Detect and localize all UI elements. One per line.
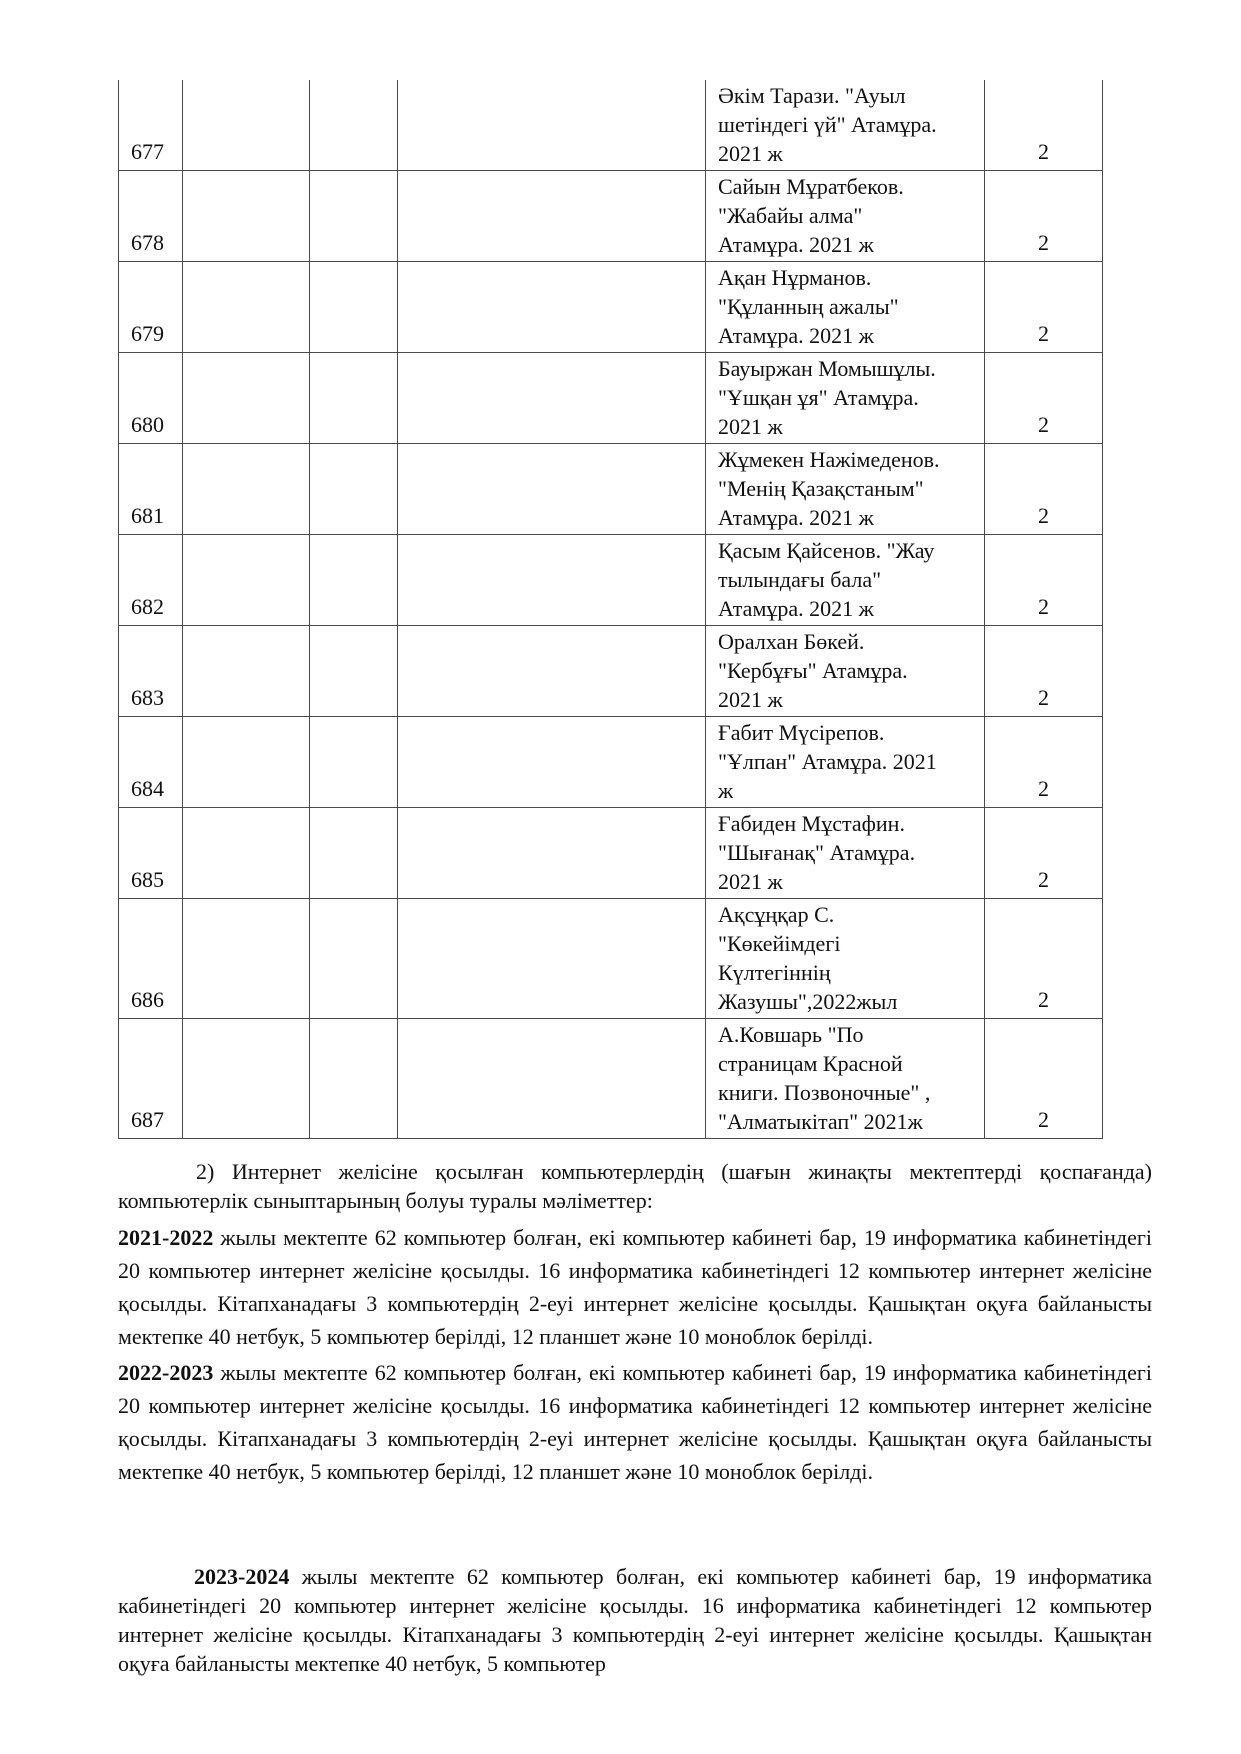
empty-cell — [183, 717, 310, 808]
intro-paragraph: 2) Интернет желісіне қосылған компьютерлердің (шағын жинақты мектептерді қоспағанда) компьютерлік сыныптарының болуы туралы мәліметтер: — [118, 1159, 1152, 1213]
empty-cell — [310, 80, 398, 171]
book-title-line: Күлтегіннің — [718, 960, 831, 985]
empty-cell — [398, 808, 706, 899]
table-row — [119, 626, 1103, 717]
table-row — [119, 262, 1103, 353]
empty-cell — [183, 262, 310, 353]
book-title-line: "Шығанақ" Атамұра. — [718, 840, 916, 865]
paragraph-2021-2022-body: жылы мектепте 62 компьютер болған, екі компьютер кабинеті бар, 19 информатика кабинетіндегі 20 компьютер интернет желісіне қосылды. 16 информатика кабинетіндегі 12 компьютер интернет желісіне қосылды. Кітапханадағы 3 компьютердің 2-еуі интернет желісіне қосылды. Қашықтан оқуға байланысты мектепке 40 нетбук, 5 компьютер берілді, 12 планшет және 10 моноблок берілді. — [118, 1225, 1152, 1349]
book-title-line: книги. Позвоночные" , — [718, 1080, 931, 1105]
book-title-line: "Құланның ажалы" — [718, 294, 899, 319]
empty-cell — [310, 1019, 398, 1139]
book-title-line: Оралхан Бөкей. — [718, 629, 865, 654]
quantity-cell: 2 — [985, 262, 1103, 353]
empty-cell — [310, 171, 398, 262]
empty-cell — [183, 899, 310, 1019]
quantity-cell: 2 — [985, 717, 1103, 808]
empty-cell — [183, 535, 310, 626]
table-row — [119, 808, 1103, 899]
book-title-cell — [706, 626, 985, 717]
year-2022-2023: 2022-2023 — [118, 1360, 214, 1385]
book-title-cell — [706, 899, 985, 1019]
empty-cell — [310, 535, 398, 626]
stats-paragraphs — [118, 1218, 1152, 1488]
book-title-cell — [706, 353, 985, 444]
paragraph-2022-2023 — [118, 1356, 1152, 1488]
table-row — [119, 535, 1103, 626]
book-title-line: "Менің Қазақстаным" — [718, 476, 924, 501]
book-title-line: 2021 ж — [718, 141, 783, 166]
empty-cell — [183, 353, 310, 444]
book-title-cell — [706, 1019, 985, 1139]
paragraph-2023-2024 — [118, 1562, 1152, 1678]
books-table — [118, 80, 1103, 1139]
book-title-line: 2021 ж — [718, 687, 783, 712]
row-number-cell: 681 — [119, 444, 183, 535]
empty-cell — [183, 1019, 310, 1139]
empty-cell — [183, 626, 310, 717]
book-title-line: Әкім Тарази. "Ауыл — [718, 83, 906, 108]
year-2023-2024: 2023-2024 — [194, 1564, 290, 1589]
book-title-line: 2021 ж — [718, 414, 783, 439]
quantity-cell: 2 — [985, 353, 1103, 444]
quantity-cell: 2 — [985, 808, 1103, 899]
empty-cell — [398, 535, 706, 626]
book-title-cell — [706, 262, 985, 353]
empty-cell — [183, 444, 310, 535]
empty-cell — [398, 353, 706, 444]
empty-cell — [183, 171, 310, 262]
paragraph-2021-2022 — [118, 1221, 1152, 1353]
quantity-cell: 2 — [985, 1019, 1103, 1139]
book-title-line: Ақан Нұрманов. — [718, 265, 872, 290]
book-title-cell — [706, 535, 985, 626]
quantity-cell: 2 — [985, 626, 1103, 717]
empty-cell — [310, 626, 398, 717]
book-title-line: Атамұра. 2021 ж — [718, 323, 874, 348]
book-title-line: Атамұра. 2021 ж — [718, 596, 874, 621]
book-title-line: тылындағы бала" — [718, 567, 882, 592]
empty-cell — [310, 262, 398, 353]
book-title-line: ж — [718, 778, 734, 803]
quantity-cell: 2 — [985, 899, 1103, 1019]
row-number-cell: 680 — [119, 353, 183, 444]
empty-cell — [398, 626, 706, 717]
book-title-line: "Ұшқан ұя" Атамұра. — [718, 385, 919, 410]
book-title-cell — [706, 171, 985, 262]
book-title-cell — [706, 808, 985, 899]
table-row — [119, 717, 1103, 808]
empty-cell — [310, 353, 398, 444]
empty-cell — [398, 899, 706, 1019]
row-number-cell: 683 — [119, 626, 183, 717]
empty-cell — [310, 899, 398, 1019]
book-title-cell — [706, 80, 985, 171]
book-title-line: "Кербұғы" Атамұра. — [718, 658, 908, 683]
book-title-line: Жұмекен Нажімеденов. — [718, 447, 940, 472]
book-title-line: Ғабиден Мұстафин. — [718, 811, 905, 836]
year-2021-2022: 2021-2022 — [118, 1225, 214, 1250]
book-title-line: Ғабит Мүсірепов. — [718, 720, 885, 745]
book-title-line: "Көкейімдегі — [718, 931, 841, 956]
row-number-cell: 682 — [119, 535, 183, 626]
empty-cell — [310, 444, 398, 535]
book-title-line: страницам Красной — [718, 1051, 903, 1076]
book-title-line: А.Ковшарь "По — [718, 1022, 864, 1047]
quantity-cell: 2 — [985, 535, 1103, 626]
book-title-line: шетіндегі үй" Атамұра. — [718, 112, 937, 137]
book-title-line: "Ұлпан" Атамұра. 2021 — [718, 749, 937, 774]
empty-cell — [398, 1019, 706, 1139]
empty-cell — [398, 717, 706, 808]
paragraph-2023-2024-body: жылы мектепте 62 компьютер болған, екі компьютер кабинеті бар, 19 информатика кабинетіндегі 20 компьютер интернет желісіне қосылды. 16 информатика кабинетіндегі 12 компьютер интернет желісіне қосылды. Кітапханадағы 3 компьютердің 2-еуі интернет желісіне қосылды. Қашықтан оқуға байланысты мектепке 40 нетбук, 5 компьютер — [118, 1564, 1152, 1676]
row-number-cell: 679 — [119, 262, 183, 353]
row-number-cell: 684 — [119, 717, 183, 808]
empty-cell — [398, 444, 706, 535]
row-number-cell: 685 — [119, 808, 183, 899]
empty-cell — [310, 717, 398, 808]
table-row — [119, 171, 1103, 262]
row-number-cell: 686 — [119, 899, 183, 1019]
quantity-cell: 2 — [985, 171, 1103, 262]
book-title-line: Бауыржан Момышұлы. — [718, 356, 936, 381]
table-row — [119, 444, 1103, 535]
book-title-line: Сайын Мұратбеков. — [718, 174, 904, 199]
row-number-cell: 678 — [119, 171, 183, 262]
row-number-cell: 687 — [119, 1019, 183, 1139]
book-title-line: Атамұра. 2021 ж — [718, 232, 874, 257]
empty-cell — [183, 808, 310, 899]
book-title-line: 2021 ж — [718, 869, 783, 894]
book-title-line: Атамұра. 2021 ж — [718, 505, 874, 530]
empty-cell — [398, 80, 706, 171]
table-row — [119, 899, 1103, 1019]
quantity-cell: 2 — [985, 80, 1103, 171]
empty-cell — [398, 262, 706, 353]
book-title-cell — [706, 717, 985, 808]
table-row — [119, 1019, 1103, 1139]
book-title-line: Ақсұңқар С. — [718, 902, 835, 927]
row-number-cell: 677 — [119, 80, 183, 171]
book-title-line: Жазушы",2022жыл — [718, 989, 898, 1014]
empty-cell — [310, 808, 398, 899]
book-title-line: Қасым Қайсенов. "Жау — [718, 538, 935, 563]
table-row — [119, 80, 1103, 171]
empty-cell — [183, 80, 310, 171]
empty-cell — [398, 171, 706, 262]
quantity-cell: 2 — [985, 444, 1103, 535]
book-title-line: "Жабайы алма" — [718, 203, 863, 228]
books-table-body — [119, 80, 1103, 1139]
book-title-cell — [706, 444, 985, 535]
book-title-line: "Алматыкітап" 2021ж — [718, 1109, 923, 1134]
table-row — [119, 353, 1103, 444]
paragraph-2022-2023-body: жылы мектепте 62 компьютер болған, екі компьютер кабинеті бар, 19 информатика кабинетіндегі 20 компьютер интернет желісіне қосылды. 16 информатика кабинетіндегі 12 компьютер интернет желісіне қосылды. Кітапханадағы 3 компьютердің 2-еуі интернет желісіне қосылды. Қашықтан оқуға байланысты мектепке 40 нетбук, 5 компьютер берілді, 12 планшет және 10 моноблок берілді. — [118, 1360, 1152, 1484]
